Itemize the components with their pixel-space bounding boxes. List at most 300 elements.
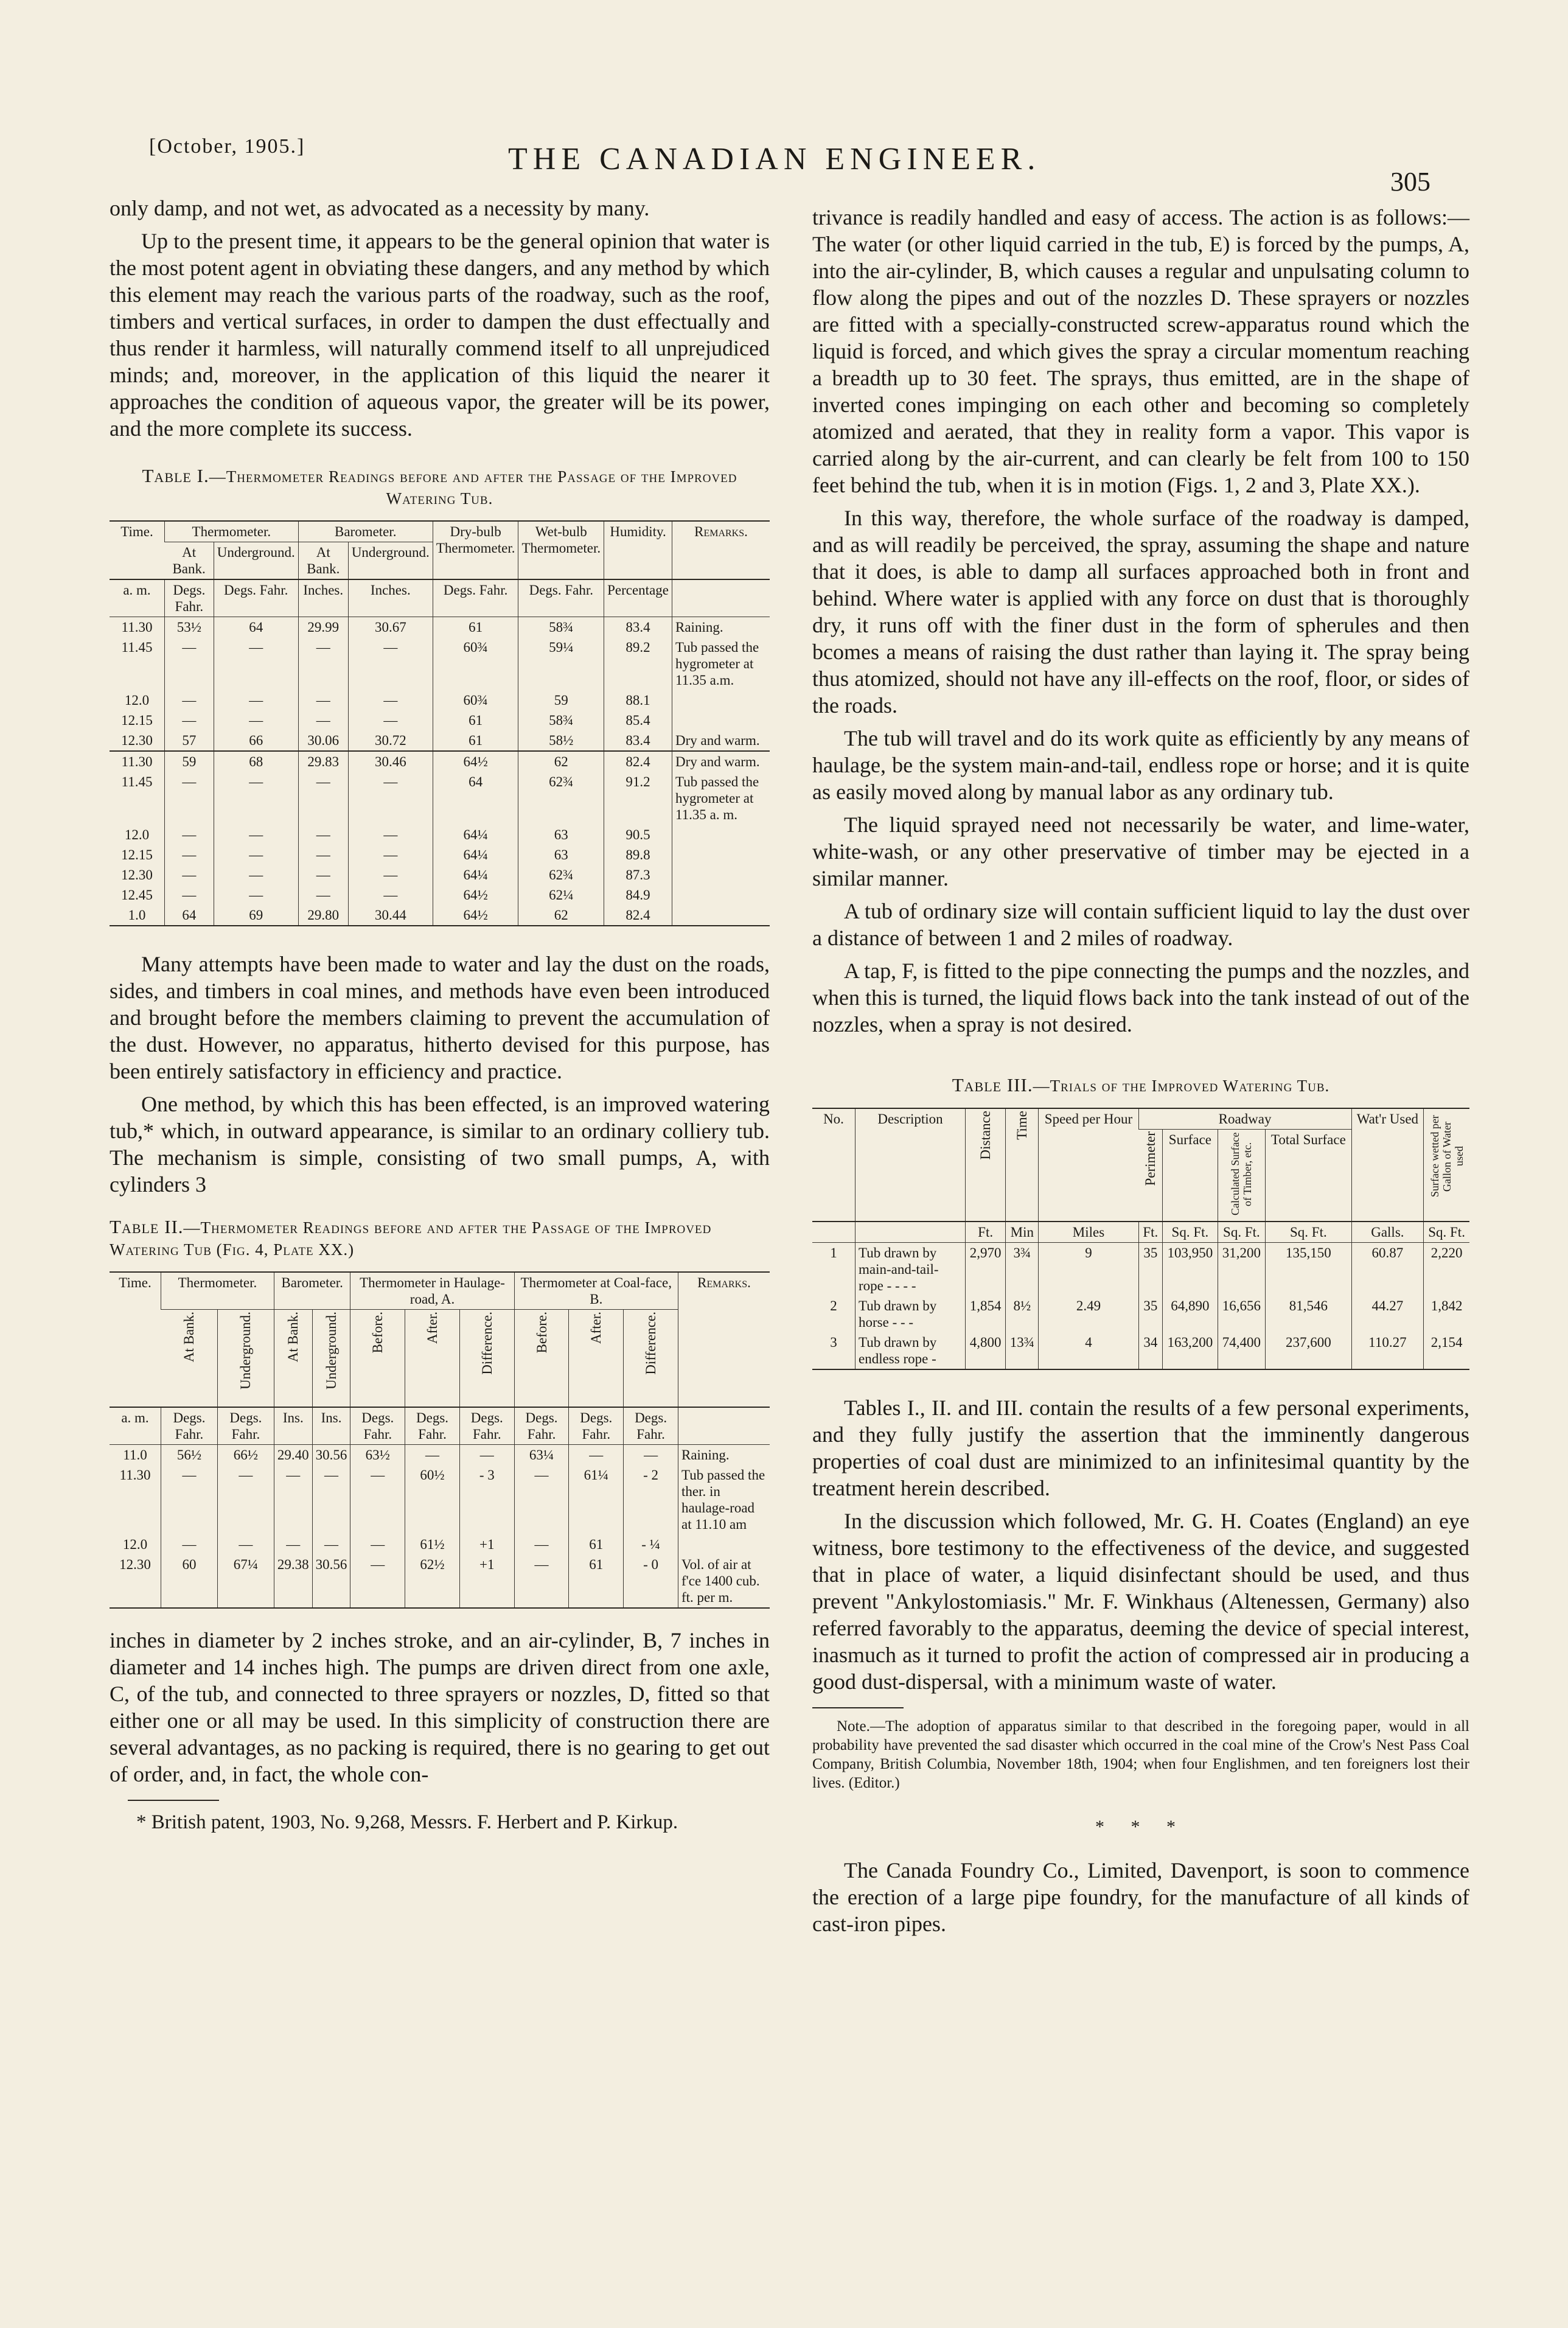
paragraph: trivance is readily handled and easy of access. The action is as follows:—The water (or other liquid carried in the tub, E) is forced by the pumps, A, into the air-cylinder, B, which causes a regular and unpulsating column to flow along the pipes and out of the nozzles D. These sprayers or nozzles are fitted with a specially-constructed screw-apparatus round which the liquid is forced, and which gives the spray a circular momentum reaching a breadth up to 30 feet. The sprays, thus emitted, are in the shape of inverted cones impinging on each other and becoming so completely atomized and aerated, that they in reality form a vapor. This vapor is carried along by the air-current, and can clearly be felt from 100 to 150 feet behind the tub, when it is in motion (Figs. 1, 2 and 3, Plate XX.). [812, 205, 1469, 497]
table-cell: Degs. Fahr. [350, 1407, 405, 1445]
table-cell: Raining. [678, 1444, 770, 1465]
table-cell: — [217, 1534, 274, 1554]
table-cell: 9 [1039, 1243, 1138, 1296]
table-cell: Degs. Fahr. [214, 579, 298, 617]
table-cell: 2,220 [1424, 1243, 1469, 1296]
table-cell: Sq. Ft. [1163, 1222, 1218, 1243]
table-cell: 11.30 [119, 1467, 151, 1483]
paragraph: One method, by which this has been effected, is an improved watering tub,* which, in outward appearance, is similar to an ordinary colliery tub. The mechanism is simple, consisting of two small pumps, A, with cylinders 3 [110, 1092, 770, 1197]
table-cell: 11.30 [121, 620, 153, 635]
table-cell [678, 1534, 770, 1554]
table-cell: — [214, 690, 298, 710]
table-cell: 60.87 [1351, 1243, 1424, 1296]
t1-h-dry: Dry-bulb Thermometer. [433, 521, 518, 579]
table-cell: 64½ [433, 885, 518, 905]
table-cell: 3 [830, 1335, 837, 1350]
table-cell: 66 [214, 730, 298, 751]
table-cell: — [312, 1465, 350, 1534]
table-cell: — [214, 845, 298, 865]
table-row [110, 579, 770, 617]
table-cell: 91.2 [604, 772, 672, 825]
t2-h-before: Before. [534, 1312, 549, 1354]
table-cell: Degs. Fahr. [433, 579, 518, 617]
table-cell: +1 [459, 1534, 514, 1554]
table-cell: 163,200 [1163, 1332, 1218, 1369]
table-cell: — [214, 772, 298, 825]
table-cell: 13¾ [1006, 1332, 1039, 1369]
table-cell: 63½ [350, 1444, 405, 1465]
table-cell: 60 [161, 1554, 218, 1608]
table-cell: 60½ [405, 1465, 460, 1534]
table-cell: — [274, 1534, 312, 1554]
table-cell: Ft. [966, 1222, 1006, 1243]
t1-h-barometer: Barometer. [298, 521, 433, 542]
table-cell: 12.30 [121, 867, 153, 883]
t3-h-total: Total Surface [1266, 1130, 1351, 1222]
t2-h-at-bank: At Bank. [285, 1312, 301, 1363]
table-cell: Inches. [348, 579, 433, 617]
table-cell: 81,546 [1266, 1296, 1351, 1332]
table-cell: 34 [1138, 1332, 1163, 1369]
table-cell: 30.46 [348, 751, 433, 772]
table-row [110, 1534, 770, 1554]
table-cell [672, 905, 770, 926]
table-cell: — [348, 772, 433, 825]
table2-body [110, 1407, 770, 1608]
table-cell: Dry and warm. [672, 751, 770, 772]
table-cell: 61½ [405, 1534, 460, 1554]
paragraph: The tub will travel and do its work quite as efficiently by any means of haulage, be the system main-and-tail, endless rope or horse; and it is quite as easily moved along by manual labor as any ordinary tub. [812, 726, 1469, 804]
table-cell: — [624, 1444, 678, 1465]
table-cell: 60¾ [433, 690, 518, 710]
table-cell: 11.45 [121, 640, 153, 655]
table-cell: Ins. [274, 1407, 312, 1445]
table-cell [672, 710, 770, 730]
table-cell: — [298, 885, 348, 905]
table-row [110, 1465, 770, 1534]
table-cell: 82.4 [604, 751, 672, 772]
table-cell: 66½ [217, 1444, 274, 1465]
table-cell: Degs. Fahr. [165, 579, 214, 617]
table-cell: 44.27 [1351, 1296, 1424, 1332]
table-cell: — [312, 1534, 350, 1554]
table2-caption [110, 1216, 770, 1260]
table-cell: 56½ [161, 1444, 218, 1465]
table-cell: 1,854 [966, 1296, 1006, 1332]
table-cell: Inches. [298, 579, 348, 617]
t2-h-time: Time. [110, 1272, 161, 1407]
table-cell: — [348, 825, 433, 845]
t1-h-remarks: Remarks. [672, 521, 770, 579]
table-cell: 30.44 [348, 905, 433, 926]
t3-h-surface: Surface [1163, 1130, 1218, 1222]
t1-h-wet: Wet-bulb Thermometer. [518, 521, 604, 579]
table-row [110, 825, 770, 845]
table-cell [855, 1222, 966, 1243]
table-cell: — [298, 710, 348, 730]
table-cell: — [350, 1465, 405, 1534]
table-cell [672, 845, 770, 865]
table-cell: 64 [165, 905, 214, 926]
table-cell: 64¼ [433, 825, 518, 845]
table-cell: Galls. [1351, 1222, 1424, 1243]
table-cell: 62¾ [518, 865, 604, 885]
table2-caption-text: —Thermometer Readings before and after the Passage of the Improved Watering Tub (Fig. 4, Plate XX.) [110, 1218, 712, 1259]
table-cell: 74,400 [1218, 1332, 1265, 1369]
t3-h-no: No. [812, 1108, 855, 1222]
t1-h-time: Time. [110, 521, 165, 579]
table-cell: 30.72 [348, 730, 433, 751]
table1-caption-lead: Table I. [142, 465, 209, 486]
table-cell: +1 [459, 1554, 514, 1608]
table-cell: Degs. Fahr. [624, 1407, 678, 1445]
table-cell: 103,950 [1163, 1243, 1218, 1296]
table-cell: 1 [830, 1245, 837, 1260]
table-cell: Min [1006, 1222, 1039, 1243]
t3-h-perimeter: Perimeter [1143, 1131, 1159, 1186]
table-cell: — [298, 825, 348, 845]
table-cell: 16,656 [1218, 1296, 1265, 1332]
table-cell: Vol. of air at f'ce 1400 cub. ft. per m. [678, 1554, 770, 1608]
table-cell: - 0 [624, 1554, 678, 1608]
table-row [110, 637, 770, 690]
table-cell: Sq. Ft. [1424, 1222, 1469, 1243]
table-cell: — [217, 1465, 274, 1534]
table-cell: 1.0 [128, 907, 146, 923]
table-row [110, 1444, 770, 1465]
table-row [110, 865, 770, 885]
t3-h-distance: Distance [978, 1111, 994, 1160]
paragraph: only damp, and not wet, as advocated as a necessity by many. [110, 196, 650, 220]
table-cell: 12.0 [122, 1536, 148, 1552]
table-cell: Sq. Ft. [1266, 1222, 1351, 1243]
table-row [812, 1222, 1469, 1243]
table-cell: 2,154 [1424, 1332, 1469, 1369]
table-cell: 68 [214, 751, 298, 772]
table-cell: Miles [1039, 1222, 1138, 1243]
t1-h-underground: Underground. [348, 542, 433, 580]
table-cell: 58½ [518, 730, 604, 751]
table3-caption-text: —Trials of the Improved Watering Tub. [1033, 1077, 1330, 1095]
table-cell: — [348, 690, 433, 710]
table-cell: 69 [214, 905, 298, 926]
table-row [110, 885, 770, 905]
table-cell: — [161, 1465, 218, 1534]
table-row [110, 1407, 770, 1445]
table-cell: — [165, 690, 214, 710]
table-cell: 12.15 [121, 713, 153, 728]
table-cell: 60¾ [433, 637, 518, 690]
table-row [110, 617, 770, 638]
table-cell: 29.99 [298, 617, 348, 638]
table-cell: 12.0 [124, 827, 150, 842]
table-row [812, 1296, 1469, 1332]
table-cell: 64 [214, 617, 298, 638]
table-cell: 11.45 [121, 774, 153, 789]
paragraph: A tap, F, is fitted to the pipe connecting the pumps and the nozzles, and when this is turned, the liquid flows back into the tank instead of out of the nozzles, when a spray is not desired. [812, 959, 1469, 1036]
table-cell: — [214, 710, 298, 730]
t1-h-at-bank: At Bank. [165, 542, 214, 580]
table-cell: Raining. [672, 617, 770, 638]
table-cell: 61 [433, 710, 518, 730]
table-cell: — [514, 1554, 569, 1608]
table-cell: 87.3 [604, 865, 672, 885]
table-cell: 64½ [433, 905, 518, 926]
table-cell: Degs. Fahr. [459, 1407, 514, 1445]
note-rule [812, 1707, 904, 1708]
table-cell: — [298, 772, 348, 825]
t3-h-speed: Speed per Hour [1039, 1108, 1138, 1222]
table-cell: Degs. Fahr. [569, 1407, 624, 1445]
table-cell: — [348, 710, 433, 730]
paragraph: inches in diameter by 2 inches stroke, and an air-cylinder, B, 7 inches in diameter and 14 inches high. The pumps are driven direct from one axle, C, of the tub, and connected to three sprayers or nozzles, D, fitted so that either one or all may be used. In this simplicity of construction there are several advantages, as no packing is required, there is no gearing to get out of order, and, in fact, the whole con- [110, 1627, 770, 1786]
table-cell: 62 [518, 905, 604, 926]
table-cell: 12.15 [121, 847, 153, 862]
t2-h-coalface: Thermometer at Coal-face, B. [514, 1272, 678, 1310]
table-cell: — [165, 845, 214, 865]
table-cell: 64½ [433, 751, 518, 772]
table-cell: 2 [830, 1298, 837, 1313]
table-cell: 59¼ [518, 637, 604, 690]
table-cell: — [298, 690, 348, 710]
table-cell: 30.67 [348, 617, 433, 638]
page-number: 305 [1390, 167, 1430, 197]
table-cell: 29.40 [274, 1444, 312, 1465]
table-cell: — [569, 1444, 624, 1465]
issue-date: [October, 1905.] [149, 135, 305, 158]
table-cell: 88.1 [604, 690, 672, 710]
table-row [110, 710, 770, 730]
table-cell: — [165, 637, 214, 690]
table-cell: 110.27 [1351, 1332, 1424, 1369]
paragraph: Many attempts have been made to water and lay the dust on the roads, sides, and timbers in coal mines, and methods have even been introduced and brought before the members claiming to prevent the accumulation of the dust. However, no apparatus, hitherto devised for this purpose, has been entirely satisfactory in efficiency and practice. [110, 952, 770, 1083]
table-cell: 63 [518, 845, 604, 865]
table-cell: 12.30 [121, 733, 153, 748]
table-cell: — [165, 885, 214, 905]
table-row [110, 845, 770, 865]
table-cell: 29.38 [274, 1554, 312, 1608]
table-cell: 58¾ [518, 617, 604, 638]
table-cell: 8½ [1006, 1296, 1039, 1332]
table-cell: — [298, 637, 348, 690]
table3-body [812, 1222, 1469, 1369]
table-cell: — [161, 1534, 218, 1554]
table-cell: — [348, 865, 433, 885]
t2-h-thermometer: Thermometer. [161, 1272, 274, 1310]
table-cell: a. m. [110, 1407, 161, 1445]
table-cell: 135,150 [1266, 1243, 1351, 1296]
table3-caption [812, 1074, 1469, 1097]
table-cell: 62 [518, 751, 604, 772]
table-cell: 61 [569, 1534, 624, 1554]
section-divider: * * * [1095, 1817, 1186, 1837]
t1-h-humidity: Humidity. [604, 521, 672, 579]
table-cell: 2,970 [966, 1243, 1006, 1296]
t1-h-underground: Underground. [214, 542, 298, 580]
table-cell: 35 [1138, 1296, 1163, 1332]
table-cell: 84.9 [604, 885, 672, 905]
table-cell: 90.5 [604, 825, 672, 845]
table-cell: 89.8 [604, 845, 672, 865]
table-cell: 83.4 [604, 617, 672, 638]
table-cell: — [514, 1465, 569, 1534]
table-cell: — [214, 825, 298, 845]
t2-h-before: Before. [370, 1312, 386, 1354]
table-cell: — [298, 865, 348, 885]
table-cell: 1,842 [1424, 1296, 1469, 1332]
table-cell: 61 [433, 617, 518, 638]
table-cell: — [165, 772, 214, 825]
table-cell: 2.49 [1039, 1296, 1138, 1332]
table-row [110, 905, 770, 926]
table3-caption-lead: Table III. [952, 1074, 1033, 1096]
table-cell: Degs. Fahr. [161, 1407, 218, 1445]
table-cell: — [214, 637, 298, 690]
table2-caption-lead: Table II. [110, 1216, 184, 1237]
table-cell: — [348, 845, 433, 865]
table-cell [672, 825, 770, 845]
table-cell: Tub drawn by endless rope - [855, 1332, 966, 1369]
table-cell: — [165, 825, 214, 845]
t2-h-after: After. [425, 1312, 441, 1344]
table-cell: — [214, 885, 298, 905]
table-cell: 29.83 [298, 751, 348, 772]
table-cell: 12.45 [121, 887, 153, 903]
table-cell: 11.30 [110, 751, 165, 772]
paragraph: A tub of ordinary size will contain sufficient liquid to lay the dust over a distance of between 1 and 2 miles of roadway. [812, 899, 1469, 950]
paragraph: In this way, therefore, the whole surface of the roadway is damped, and as will readily be perceived, the spray, assuming the shape and nature that it does, is able to damp all surfaces approached both in front and behind. Where water is applied with any force on dust that is thoroughly dry, it runs off with the finer dust in the form of spherules and then bcomes a means of raising the dust rather than laying it. The spray being thus atomized, should not have any ill-effects on the roof, floor, or sides of the roads. [812, 506, 1469, 718]
table3 [812, 1108, 1469, 1370]
t3-h-wetted: Surface wetted per Gallon of Water used [1428, 1115, 1465, 1198]
table-cell: 30.56 [312, 1444, 350, 1465]
paragraph: Up to the present time, it appears to be the general opinion that water is the most potent agent in obviating these dangers, and any method by which this element may reach the various parts of the roadway, such as the roof, timbers and vertical surfaces, in order to dampen the dust effectually and thus render it harmless, will naturally commend itself to all unprejudiced minds; and, moreover, in the application of this liquid the nearer it approaches the condition of aqueous vapor, the greater will be its power, and the more complete its success. [110, 229, 770, 441]
table-cell: 29.80 [298, 905, 348, 926]
table-cell: 89.2 [604, 637, 672, 690]
table-cell: — [165, 865, 214, 885]
table-cell: Tub drawn by horse - - - [855, 1296, 966, 1332]
table-cell: 61 [433, 730, 518, 751]
t3-h-time: Time [1014, 1111, 1030, 1140]
table-cell: - ¼ [624, 1534, 678, 1554]
table1-caption-text: —Thermometer Readings before and after the Passage of the Improved Watering Tub. [209, 467, 737, 508]
table-cell: — [298, 845, 348, 865]
paragraph: The liquid sprayed need not necessarily be water, and lime-water, white-wash, or any other preservative of timber may be ejected in a similar manner. [812, 813, 1469, 890]
t3-h-water-used: Wat'r Used [1351, 1108, 1424, 1222]
table-cell: — [348, 637, 433, 690]
table-cell: 83.4 [604, 730, 672, 751]
t2-h-difference: Difference. [479, 1312, 495, 1375]
table-cell [672, 690, 770, 710]
t1-h-at-bank: At Bank. [298, 542, 348, 580]
table1 [110, 520, 770, 926]
table-cell: — [514, 1534, 569, 1554]
table-cell: 30.06 [298, 730, 348, 751]
table-cell: 237,600 [1266, 1332, 1351, 1369]
table-cell: Tub passed the ther. in haulage-road at 11.10 am [678, 1465, 770, 1534]
table-cell: 61¼ [569, 1465, 624, 1534]
table-cell: Degs. Fahr. [514, 1407, 569, 1445]
table-cell: Percentage [604, 579, 672, 617]
table-cell: 35 [1138, 1243, 1163, 1296]
table-cell: 12.30 [119, 1556, 151, 1572]
table-cell: 64 [433, 772, 518, 825]
t2-h-underground: Underground. [324, 1312, 340, 1389]
table-cell: 82.4 [604, 905, 672, 926]
table-row [812, 1243, 1469, 1296]
table-cell: Ft. [1138, 1222, 1163, 1243]
table-cell: Ins. [312, 1407, 350, 1445]
table-cell: 62½ [405, 1554, 460, 1608]
t2-h-after: After. [588, 1312, 604, 1344]
table2 [110, 1271, 770, 1609]
table-cell: Tub drawn by main-and-tail-rope - - - - [855, 1243, 966, 1296]
paragraph: In the discussion which followed, Mr. G. H. Coates (England) an eye witness, bore testimony to the effectiveness of the device, and suggested that in place of water, a liquid disinfectant should be used, and thus prevent "Ankylostomiasis." Mr. F. Winkhaus (Altenessen, Germany) also referred favorably to the apparatus, deeming the device of special interest, inasmuch as it turned to profit the action of compressed air in producing a good dust-dispersal, with a minimum waste of water. [812, 1509, 1469, 1694]
table-cell: 63¼ [514, 1444, 569, 1465]
paragraph: The Canada Foundry Co., Limited, Davenport, is soon to commence the erection of a large pipe foundry, for the manufacture of all kinds of cast-iron pipes. [812, 1858, 1469, 1936]
table-cell: - 2 [624, 1465, 678, 1534]
table-cell: 62¾ [518, 772, 604, 825]
table-cell: 63 [518, 825, 604, 845]
table-cell: — [350, 1554, 405, 1608]
table-cell: 57 [165, 730, 214, 751]
table-cell: 61 [569, 1554, 624, 1608]
table-cell: 3¾ [1006, 1243, 1039, 1296]
t2-h-at-bank: At Bank. [181, 1312, 197, 1363]
table-cell [672, 885, 770, 905]
table-cell: — [459, 1444, 514, 1465]
table-row [812, 1332, 1469, 1369]
table-cell: — [405, 1444, 460, 1465]
table-row [110, 751, 770, 772]
footnote: * British patent, 1903, No. 9,268, Messrs. F. Herbert and P. Kirkup. [136, 1811, 678, 1833]
footnote-rule [128, 1800, 219, 1801]
t3-h-roadway: Roadway [1138, 1108, 1351, 1130]
right-column [812, 204, 1469, 1943]
table-cell: — [348, 885, 433, 905]
table-cell: 64,890 [1163, 1296, 1218, 1332]
table-cell: Dry and warm. [672, 730, 770, 751]
journal-title: THE CANADIAN ENGINEER. [508, 142, 1041, 177]
t2-h-remarks: Remarks. [678, 1272, 770, 1407]
table-cell: Tub passed the hygrometer at 11.35 a. m. [672, 772, 770, 825]
t2-h-difference: Difference. [643, 1312, 659, 1375]
table-cell: - 3 [459, 1465, 514, 1534]
table-cell [678, 1407, 770, 1445]
table-cell: — [274, 1465, 312, 1534]
table-cell: Degs. Fahr. [217, 1407, 274, 1445]
table-cell: 67¼ [217, 1554, 274, 1608]
table-cell: 59 [518, 690, 604, 710]
table1-body [110, 579, 770, 926]
table-cell: 12.0 [124, 693, 150, 708]
table-cell: Tub passed the hygrometer at 11.35 a.m. [672, 637, 770, 690]
left-column [110, 195, 770, 1841]
table1-caption [110, 465, 770, 509]
editor-note: Note.—The adoption of apparatus similar to that described in the foregoing paper, would in all probability have prevented the sad disaster which occurred in the coal mine of the Crow's Nest Pass Coal Company, British Columbia, November 18th, 1904; when four Englishmen, and ten foreigners lost their lives. (Editor.) [812, 1718, 1469, 1791]
table-cell: 64¼ [433, 845, 518, 865]
t2-h-underground: Underground. [238, 1312, 254, 1389]
table-cell: 4,800 [966, 1332, 1006, 1369]
table-cell: 53½ [165, 617, 214, 638]
table-cell [672, 579, 770, 617]
table-cell: 59 [165, 751, 214, 772]
table-row [110, 1554, 770, 1608]
table-cell: 64¼ [433, 865, 518, 885]
table-cell [672, 865, 770, 885]
table-cell: — [350, 1534, 405, 1554]
table-cell: 85.4 [604, 710, 672, 730]
table-cell [812, 1222, 855, 1243]
